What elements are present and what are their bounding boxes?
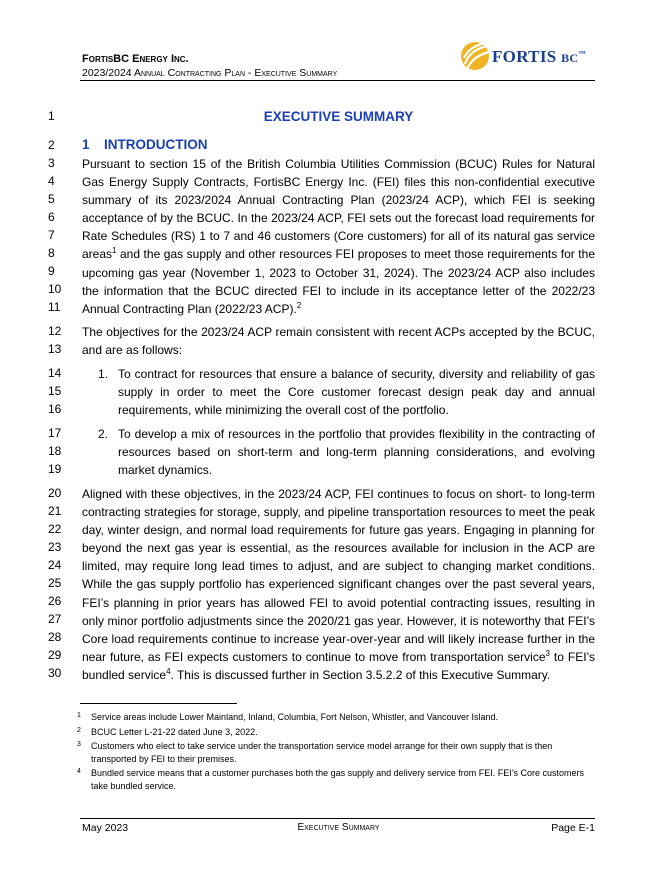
list-marker: 2.: [98, 427, 109, 441]
section-number: 1: [82, 137, 90, 152]
footnote-rule: [80, 703, 237, 704]
line-number: 10: [48, 282, 62, 296]
footnote: 3 Customers who elect to take service under the transportation service model arrange for their own supply that is then transported by FEI to their premises.: [77, 741, 553, 764]
line-number: 27: [48, 612, 62, 626]
line-number: 21: [48, 504, 62, 518]
footnote: 2 BCUC Letter L-21-22 dated June 3, 2022.: [77, 727, 258, 737]
footnote-ref: 2: [296, 300, 302, 310]
line-number: 3: [48, 156, 55, 170]
paragraph-intro: Pursuant to section 15 of the British Columbia Utilities Commission (BCUC) Rules for Natural Gas Energy Supply Contracts, FortisBC Energy Inc. (FEI) files this non-confidential executive summary of its 2023/2024 Annual Contracting Plan (2023/24 ACP), which FEI is seeking acceptance of by the BCUC. In the 2023/24 ACP, FEI sets out the forecast load requirements for Rate Schedules (RS) 1 to 7 and 46 customers (Core customers) for all of its natural gas service areas$^1$ and the gas supply and other resources FEI proposes to meet those requirements for the upcoming gas year (November 1, 2023 to October 31, 2024). The 2023/24 ACP also includes the information that the BCUC directed FEI to include in its acceptance letter of the 2022/23 Annual Contracting Plan (2022/23 ACP).$^2$: [82, 157, 595, 316]
line-number: 20: [48, 486, 62, 500]
line-number: 7: [48, 228, 55, 242]
section-heading: [82, 137, 208, 152]
footnote: 1 Service areas include Lower Mainland, Inland, Columbia, Fort Nelson, Whistler, and Vancouver Island.: [77, 712, 499, 722]
line-number: 22: [48, 522, 62, 536]
line-number: 2: [48, 138, 55, 152]
line-number: 19: [48, 462, 62, 476]
list-item: 1. To contract for resources that ensure a balance of security, diversity and reliability of gas supply in order to meet the Core customer forecast design peak day and annual requirements, while minimizing the overall cost of the portfolio.: [98, 367, 595, 418]
line-number: 25: [48, 576, 62, 590]
footer-date: May 2023: [82, 822, 129, 834]
flame-icon: [459, 38, 491, 74]
footnote-ref: 3: [545, 648, 550, 658]
line-number: 24: [48, 558, 62, 572]
logo-wordmark: FORTIS BC™: [492, 47, 586, 66]
footer-page-number: Page E-1: [551, 822, 595, 834]
line-number: 11: [48, 300, 61, 314]
paragraph-objectives: The objectives for the 2023/24 ACP remain consistent with recent ACPs accepted by the BCUC, and are as follows:: [82, 325, 595, 358]
line-number: 9: [48, 264, 55, 278]
page-title: EXECUTIVE SUMMARY: [263, 109, 414, 124]
line-number: 13: [48, 342, 62, 356]
fortisbc-logo: [459, 38, 599, 74]
line-number: 30: [48, 666, 62, 680]
footnote-ref: 1: [112, 246, 117, 256]
list-item: 2. To develop a mix of resources in the portfolio that provides flexibility in the contracting of resources based on short-term and long-term planning considerations, and evolving market dynamics.: [98, 427, 595, 478]
section-title: INTRODUCTION: [104, 137, 208, 152]
line-number: 17: [48, 426, 62, 440]
line-number: 4: [48, 174, 55, 188]
line-number: 29: [48, 648, 62, 662]
header-company: FortisBC Energy Inc.: [82, 53, 189, 65]
line-number: 26: [48, 594, 62, 608]
line-number: 28: [48, 630, 62, 644]
footnote-ref: 4: [166, 666, 171, 676]
header-doc-title: 2023/2024 Annual Contracting Plan - Executive Summary: [82, 67, 338, 79]
line-number: 14: [48, 366, 62, 380]
footer-section: Executive Summary: [297, 822, 380, 833]
line-number: 8: [48, 246, 55, 260]
line-number: 16: [48, 402, 62, 416]
list-marker: 1.: [98, 367, 109, 381]
line-number: 12: [48, 324, 62, 338]
footer-rule: [80, 818, 595, 819]
line-number: 6: [48, 210, 55, 224]
line-number: 1: [48, 109, 55, 123]
line-number: 15: [48, 384, 62, 398]
line-number: 5: [48, 192, 55, 206]
line-number: 23: [48, 540, 62, 554]
line-number: 18: [48, 444, 62, 458]
footnote: 4 Bundled service means that a customer purchases both the gas supply and delivery service from FEI. FEI’s Core customers take bundled service.: [77, 768, 585, 791]
header-rule: [80, 80, 595, 81]
paragraph-strategy: Aligned with these objectives, in the 2023/24 ACP, FEI continues to focus on short- to long-term contracting strategies for storage, supply, and pipeline transportation resources to meet the peak day, winter design, and normal load requirements for future gas years. Engaging in planning for beyond the next gas year is essential, as the resources available for inclusion in the ACP are limited, may require long lead times to adjust, and are subject to changing market conditions. While the gas supply portfolio has experienced significant changes over the past several years, FEI’s planning in prior years has allowed FEI to avoid potential contracting issues, resulting in only minor portfolio adjustments since the 2020/21 gas year. However, it is noteworthy that FEI’s Core load requirements continue to increase year-over-year and will likely increase further in the near future, as FEI expects customers to continue to move from transportation service$^3$ to FEI’s bundled service$^4$. This is discussed further in Section 3.5.2.2 of this Executive Summary.: [82, 487, 595, 682]
